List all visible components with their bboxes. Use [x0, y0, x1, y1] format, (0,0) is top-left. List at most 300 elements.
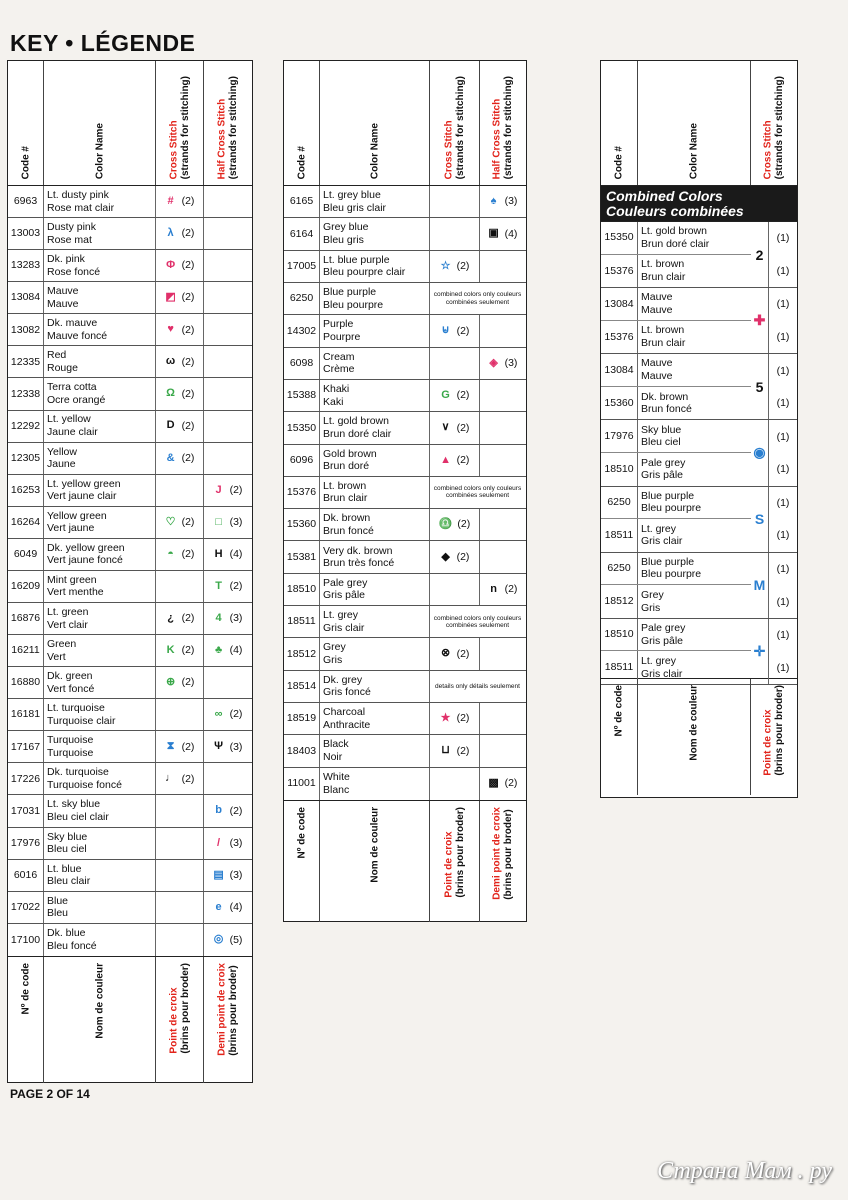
cross-symbol: ★	[440, 712, 451, 725]
half-cell	[204, 860, 251, 891]
color-code: 13084	[601, 288, 638, 320]
combined-rows	[601, 553, 751, 618]
cross-cell	[156, 475, 204, 506]
table-row	[8, 795, 252, 827]
color-name-fr: Rose foncé	[47, 265, 101, 278]
color-name-en: Grey	[323, 641, 346, 654]
color-name	[44, 507, 156, 538]
color-code: 17031	[8, 795, 44, 826]
cross-cell	[156, 667, 204, 698]
color-code: 6096	[284, 445, 320, 476]
table-row	[284, 509, 526, 541]
half-symbol: n	[490, 582, 497, 595]
strand-counts	[769, 487, 797, 552]
color-name	[638, 321, 751, 354]
color-name-header: Color Name	[688, 122, 700, 179]
color-name-en: Mauve	[641, 357, 673, 370]
strand-count: (1)	[776, 331, 790, 343]
table-row	[8, 571, 252, 603]
strand-count: (1)	[776, 298, 790, 311]
half-cell	[204, 282, 251, 313]
cross-cell	[430, 703, 480, 734]
color-code: 6098	[284, 348, 320, 379]
color-name-fr: Rose mat clair	[47, 201, 115, 214]
color-name-fr: Vert menthe	[47, 586, 104, 599]
color-code: 17022	[8, 892, 44, 923]
color-code: 12338	[8, 378, 44, 409]
color-name-fr: Vert clair	[47, 618, 88, 631]
color-code: 6016	[8, 860, 44, 891]
half-strands: (2)	[229, 483, 243, 496]
color-name	[638, 585, 751, 618]
color-name-footer: Nom de couleur	[368, 807, 380, 883]
color-name-fr: Brun doré	[323, 460, 370, 473]
half-cell	[480, 348, 525, 379]
color-key-table-1	[7, 60, 253, 1083]
color-name-fr: Vert foncé	[47, 682, 95, 695]
color-name	[44, 282, 156, 313]
table-row	[284, 541, 526, 573]
color-code: 18512	[284, 638, 320, 669]
color-name-en: Mint green	[47, 573, 97, 586]
color-name-en: Blue purple	[641, 555, 695, 568]
color-name	[638, 288, 751, 320]
color-key-table-2	[283, 60, 527, 922]
color-name-en: Purple	[323, 318, 354, 331]
half-strands: (4)	[504, 227, 518, 240]
color-name-fr: Gris	[323, 654, 343, 667]
color-name-en: Khaki	[323, 382, 350, 395]
table-row	[601, 420, 751, 453]
half-symbol: T	[215, 579, 222, 592]
table-row	[8, 475, 252, 507]
color-name-fr: Brun foncé	[323, 524, 374, 537]
cross-cell	[430, 541, 480, 572]
cross-cell	[156, 924, 204, 956]
cross-cell	[156, 860, 204, 891]
half-cell	[480, 218, 525, 249]
color-name-en: Lt. green	[47, 605, 89, 618]
color-name	[320, 315, 430, 346]
table-row	[8, 443, 252, 475]
color-code: 18512	[601, 585, 638, 618]
color-name-en: Grey	[641, 588, 664, 601]
cross-cell	[156, 346, 204, 377]
cross-cell	[430, 348, 480, 379]
half-cell	[480, 509, 525, 540]
cross-symbol: ♎	[438, 518, 453, 531]
strand-counts	[769, 354, 797, 419]
color-name	[44, 635, 156, 666]
table-row	[284, 638, 526, 670]
strand-count: (1)	[776, 463, 790, 476]
stitch-note: combined colors only couleurs combinées seulement	[433, 485, 522, 500]
half-symbol: ▤	[213, 868, 224, 881]
color-name-fr: Anthracite	[323, 718, 371, 731]
table-row	[8, 250, 252, 282]
half-symbol: ▩	[488, 777, 499, 790]
color-name-en: Yellow green	[47, 509, 107, 522]
half-symbol: Ψ	[214, 740, 224, 753]
color-name	[638, 487, 751, 519]
half-cell	[480, 735, 525, 766]
cross-strands: (2)	[456, 324, 470, 337]
half-cell	[204, 507, 251, 538]
table-row	[601, 387, 751, 420]
half-strands: (2)	[504, 583, 518, 596]
page-number: PAGE 2 OF 14	[10, 1087, 90, 1101]
color-name	[44, 186, 156, 217]
note-cell	[430, 606, 525, 637]
cross-strands: (2)	[181, 516, 195, 529]
cross-strands: (2)	[181, 740, 195, 753]
color-name	[320, 606, 430, 637]
color-name-fr: Gris pâle	[641, 634, 684, 647]
color-name-fr: Jaune clair	[47, 426, 98, 439]
color-code: 18511	[601, 651, 638, 684]
color-name	[44, 250, 156, 281]
color-code: 6049	[8, 539, 44, 570]
table-row	[284, 186, 526, 218]
cross-cell	[430, 509, 480, 540]
table-row	[8, 763, 252, 795]
table-row	[8, 667, 252, 699]
cross-strands: (2)	[181, 355, 195, 368]
strand-count: (1)	[776, 430, 790, 443]
cross-strands: (2)	[456, 259, 470, 272]
color-name-fr: Bleu	[47, 907, 69, 920]
color-code: 15360	[284, 509, 320, 540]
color-name	[320, 735, 430, 766]
cross-strands: (2)	[181, 419, 195, 432]
color-name	[44, 378, 156, 409]
watermark-text: Страна Мам . ру	[657, 1158, 832, 1184]
table-row	[284, 218, 526, 250]
color-name-fr: Blanc	[323, 783, 350, 796]
half-cell	[480, 445, 525, 476]
combined-group	[601, 553, 797, 619]
half-cell	[204, 795, 251, 826]
color-name-footer: Nom de couleur	[93, 963, 105, 1039]
cross-stitch-header: Cross Stitch (strands for stitching)	[443, 75, 466, 179]
color-name-fr: Gris clair	[641, 667, 683, 680]
half-symbol: ♣	[214, 644, 223, 657]
combined-rows	[601, 354, 751, 419]
half-strands: (3)	[229, 516, 243, 529]
color-name-fr: Bleu ciel clair	[47, 811, 109, 824]
half-strands: (2)	[229, 580, 243, 593]
half-strands: (5)	[229, 933, 243, 946]
strand-count: (1)	[776, 562, 790, 575]
strand-count: (1)	[776, 529, 790, 542]
cross-cell	[156, 443, 204, 474]
color-name-fr: Gris	[641, 601, 661, 614]
table-row	[8, 282, 252, 314]
color-name-fr: Bleu foncé	[47, 939, 97, 952]
table-row	[284, 348, 526, 380]
color-name-fr: Bleu gris	[323, 233, 364, 246]
cross-symbol: D	[166, 419, 175, 432]
color-code: 15376	[284, 477, 320, 508]
half-cell	[204, 571, 251, 602]
color-name-en: Black	[323, 738, 349, 751]
table-row	[8, 924, 252, 956]
color-name-en: Lt. brown	[641, 258, 685, 271]
table-row	[284, 606, 526, 638]
half-strands: (3)	[229, 836, 243, 849]
cross-cell	[156, 635, 204, 666]
half-cell	[480, 251, 525, 282]
cross-cell	[156, 507, 204, 538]
color-name-en: Blue purple	[323, 286, 377, 298]
color-name	[44, 892, 156, 923]
color-name-fr: Bleu pourpre	[641, 568, 702, 581]
color-name-fr: Rouge	[47, 361, 78, 374]
cross-strands: (2)	[181, 451, 195, 464]
cross-cell	[156, 539, 204, 570]
code-header: Code #	[613, 145, 625, 179]
color-name-fr: Brun clair	[641, 336, 686, 349]
half-cell	[480, 412, 525, 443]
color-name-fr: Brun foncé	[641, 403, 692, 416]
combined-symbol: ✛	[751, 619, 769, 684]
half-cell	[480, 541, 525, 572]
cross-cell	[156, 828, 204, 859]
half-symbol: ♠	[490, 195, 497, 208]
color-code: 15360	[601, 387, 638, 420]
color-code: 16876	[8, 603, 44, 634]
combined-group	[601, 420, 797, 486]
color-name	[320, 509, 430, 540]
half-symbol: ◎	[213, 933, 224, 946]
cross-cell	[156, 763, 204, 794]
cross-symbol: ◆	[441, 550, 450, 563]
color-name-fr: Noir	[323, 750, 343, 763]
color-name-footer: Nom de couleur	[688, 685, 700, 761]
half-cell	[480, 574, 525, 605]
combined-group	[601, 487, 797, 553]
color-name-fr: Pourpre	[323, 330, 361, 343]
combined-symbol: 5	[751, 354, 769, 419]
color-name-en: Lt. dusty pink	[47, 188, 109, 201]
cross-cell	[430, 315, 480, 346]
table-row	[8, 539, 252, 571]
half-cross-header: Half Cross Stitch (strands for stitching)	[216, 75, 239, 179]
table-row	[601, 321, 751, 354]
cross-stitch-footer: Point de croix (brins pour broder)	[443, 807, 466, 898]
half-symbol: ◈	[489, 356, 498, 369]
half-cell	[480, 186, 525, 217]
cross-strands: (2)	[181, 259, 195, 272]
color-name	[44, 571, 156, 602]
table-row	[284, 445, 526, 477]
color-code: 13003	[8, 218, 44, 249]
page-title: KEY • LÉGENDE	[10, 30, 196, 56]
table-row	[8, 635, 252, 667]
table-row	[601, 354, 751, 387]
color-name-en: Dk. brown	[641, 390, 689, 403]
strand-count: (1)	[776, 364, 790, 377]
color-name-fr: Crème	[323, 363, 355, 376]
strand-count: (1)	[776, 496, 790, 509]
color-code: 6250	[284, 283, 320, 314]
color-name	[638, 519, 751, 552]
combined-symbol: 2	[751, 222, 769, 287]
color-name-en: Mauve	[641, 291, 673, 304]
cross-cell	[430, 445, 480, 476]
color-name-en: Lt. blue	[47, 862, 82, 875]
color-code: 17226	[8, 763, 44, 794]
color-name	[320, 574, 430, 605]
combined-group	[601, 222, 797, 288]
color-code: 16211	[8, 635, 44, 666]
cross-strands: (2)	[456, 453, 470, 466]
color-name-en: Lt. brown	[641, 324, 685, 337]
cross-cell	[430, 380, 480, 411]
table-row	[601, 585, 751, 618]
table-row	[601, 519, 751, 552]
color-name-en: Yellow	[47, 445, 77, 458]
cross-cell	[430, 638, 480, 669]
color-code: 17976	[8, 828, 44, 859]
cross-stitch-header: Cross Stitch (strands for stitching)	[168, 75, 191, 179]
color-name-en: Lt. sky blue	[47, 798, 101, 811]
cross-symbol: ⊕	[165, 676, 176, 689]
color-name	[638, 255, 751, 288]
color-name	[320, 703, 430, 734]
color-name	[44, 924, 156, 956]
half-strands: (2)	[229, 708, 243, 721]
color-name-fr: Vert jaune	[47, 522, 95, 535]
color-name-fr: Vert jaune foncé	[47, 554, 123, 567]
color-name-fr: Bleu pourpre	[323, 298, 384, 311]
code-footer: Nº de code	[19, 963, 31, 1015]
color-name-fr: Jaune	[47, 458, 76, 471]
color-name	[320, 445, 430, 476]
color-name-en: Lt. yellow	[47, 413, 91, 426]
color-name-fr: Bleu pourpre	[641, 502, 702, 515]
cross-symbol: ◓	[167, 547, 174, 560]
color-name-fr: Vert jaune clair	[47, 490, 117, 503]
note-cell	[430, 283, 525, 314]
color-code: 12292	[8, 411, 44, 442]
cross-cell	[156, 218, 204, 249]
table-row	[601, 619, 751, 652]
strand-count: (1)	[776, 661, 790, 674]
cross-symbol: &	[166, 451, 175, 464]
table-row	[8, 892, 252, 924]
color-name	[320, 348, 430, 379]
color-code: 6164	[284, 218, 320, 249]
cross-strands: (2)	[456, 389, 470, 402]
color-name	[638, 619, 751, 651]
cross-symbol: ¿	[167, 611, 174, 624]
cross-symbol: ⊗	[440, 647, 451, 660]
cross-strands: (2)	[181, 323, 195, 336]
cross-strands: (2)	[181, 644, 195, 657]
code-header: Code #	[295, 145, 307, 179]
color-name-fr: Gris clair	[641, 535, 683, 548]
color-code: 16264	[8, 507, 44, 538]
color-name-fr: Bleu ciel	[641, 436, 681, 449]
cross-cell	[430, 574, 480, 605]
color-name-en: Lt. turquoise	[47, 702, 105, 715]
cross-cell	[430, 735, 480, 766]
color-name	[44, 475, 156, 506]
table-row	[8, 603, 252, 635]
color-code: 15388	[284, 380, 320, 411]
color-name-fr: Gris foncé	[323, 686, 371, 699]
stitch-note: combined colors only couleurs combinées seulement	[433, 291, 522, 306]
color-name	[320, 283, 430, 314]
color-code: 6250	[601, 487, 638, 519]
table-row	[8, 828, 252, 860]
color-name-fr: Ocre orangé	[47, 394, 106, 406]
note-cell	[430, 671, 525, 702]
table-row	[8, 731, 252, 763]
color-name-fr: Kaki	[323, 395, 344, 408]
cross-symbol: ◩	[165, 291, 176, 304]
strand-count: (1)	[776, 232, 790, 245]
cross-cell	[156, 699, 204, 730]
color-code: 13084	[601, 354, 638, 386]
color-code: 16880	[8, 667, 44, 698]
color-name-fr: Brun doré clair	[641, 237, 710, 250]
color-name	[44, 539, 156, 570]
half-symbol: H	[214, 547, 223, 560]
note-cell	[430, 477, 525, 508]
table-row	[284, 412, 526, 444]
color-name-fr: Bleu clair	[47, 875, 91, 888]
color-name-fr: Turquoise foncé	[47, 778, 122, 791]
half-strands: (2)	[504, 777, 518, 790]
color-name-en: Lt. brown	[323, 479, 367, 492]
table-row	[284, 283, 526, 315]
color-name-en: Red	[47, 349, 67, 362]
table-row	[8, 314, 252, 346]
color-code: 15350	[601, 222, 638, 254]
strand-count: (1)	[776, 629, 790, 642]
half-cell	[204, 475, 251, 506]
color-name	[44, 731, 156, 762]
color-name-en: Lt. grey	[641, 522, 677, 535]
cross-strands: (2)	[456, 550, 470, 563]
table-row	[8, 218, 252, 250]
color-name-en: Dk. mauve	[47, 317, 98, 330]
color-name-en: Lt. grey blue	[323, 189, 381, 202]
half-strands: (3)	[504, 195, 518, 208]
color-name-en: Pale grey	[641, 622, 686, 635]
half-cell	[204, 218, 251, 249]
color-name	[320, 541, 430, 572]
table-row	[601, 288, 751, 321]
color-code: 12305	[8, 443, 44, 474]
color-name-fr: Vert	[47, 650, 66, 663]
color-name-fr: Gris pâle	[641, 469, 684, 482]
color-name-fr: Mauve	[47, 297, 79, 310]
color-name-en: Turquoise	[47, 734, 94, 747]
stitch-note: details only détails seulement	[435, 682, 520, 690]
color-name-en: Dk. grey	[323, 673, 363, 686]
color-name-en: Charcoal	[323, 706, 366, 719]
strand-count: (1)	[776, 264, 790, 277]
color-code: 17100	[8, 924, 44, 956]
color-name-fr: Brun clair	[323, 492, 368, 505]
combined-rows	[601, 420, 751, 485]
color-code: 18403	[284, 735, 320, 766]
cross-cell	[430, 251, 480, 282]
cross-strands: (2)	[181, 387, 195, 400]
